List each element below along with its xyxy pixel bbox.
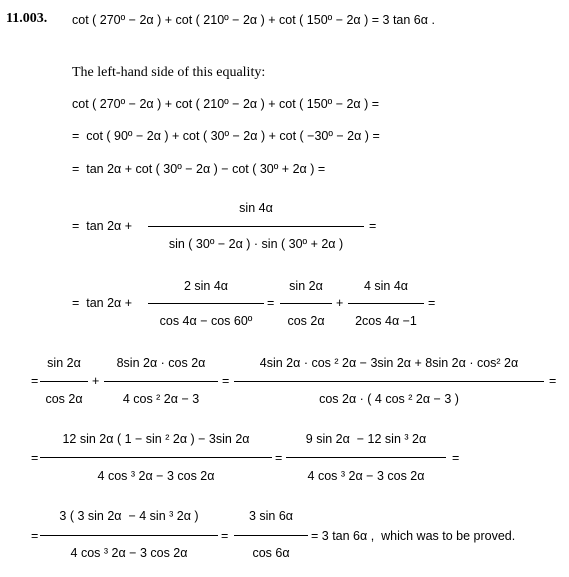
step8-equals-1: = <box>221 529 229 543</box>
problem-number: 11.003. <box>6 11 48 26</box>
step7-fraction2-denominator: 4 cos ³ 2α − 3 cos 2α <box>307 469 425 483</box>
step6-prefix: = <box>31 374 39 388</box>
step6-equals-1: = <box>222 374 230 388</box>
step5-plus: + <box>336 296 344 310</box>
step4-equals: = <box>369 219 377 233</box>
step5-fraction3-denominator: 2cos 4α −1 <box>355 314 417 328</box>
step5-fraction1-denominator: cos 4α − cos 60º <box>159 314 253 328</box>
step8-fraction1-bar <box>40 535 218 536</box>
step4-denominator: sin ( 30º − 2α ) · sin ( 30º + 2α ) <box>168 237 344 251</box>
step5-prefix: = tan 2α + <box>72 296 133 310</box>
step5-equals-2: = <box>428 296 436 310</box>
step6-fraction3-denominator: cos 2α · ( 4 cos ² 2α − 3 ) <box>319 392 459 406</box>
step6-fraction3-bar <box>234 381 544 382</box>
equation-line-1: cot ( 270º − 2α ) + cot ( 210º − 2α ) + cot ( 150º − 2α ) = <box>72 97 380 111</box>
step7-equals-2: = <box>452 451 460 465</box>
step5-fraction2-bar <box>280 303 332 304</box>
step7-equals-1: = <box>275 451 283 465</box>
step6-fraction1-denominator: cos 2α <box>45 392 83 406</box>
step5-fraction2-denominator: cos 2α <box>287 314 325 328</box>
step8-fraction1-numerator: 3 ( 3 sin 2α − 4 sin ³ 2α ) <box>59 509 199 523</box>
step5-equals-1: = <box>267 296 275 310</box>
step5-fraction2-numerator: sin 2α <box>289 279 323 293</box>
step7-fraction1-numerator: 12 sin 2α ( 1 − sin ² 2α ) − 3sin 2α <box>62 432 250 446</box>
step5-fraction1-bar <box>148 303 264 304</box>
step5-fraction3-bar <box>348 303 424 304</box>
step6-fraction1-numerator: sin 2α <box>47 356 81 370</box>
step8-fraction2-denominator: cos 6α <box>252 546 290 560</box>
step6-plus: + <box>92 374 100 388</box>
step6-fraction2-denominator: 4 cos ² 2α − 3 <box>122 392 200 406</box>
step6-fraction1-bar <box>40 381 88 382</box>
problem-statement: cot ( 270º − 2α ) + cot ( 210º − 2α ) + cot ( 150º − 2α ) = 3 tan 6α . <box>72 13 435 27</box>
step4-prefix: = tan 2α + <box>72 219 133 233</box>
step7-prefix: = <box>31 451 39 465</box>
step5-fraction1-numerator: 2 sin 4α <box>183 279 229 293</box>
step8-fraction2-bar <box>234 535 308 536</box>
step7-fraction2-numerator: 9 sin 2α − 12 sin ³ 2α <box>305 432 427 446</box>
equation-line-3: = tan 2α + cot ( 30º − 2α ) − cot ( 30º + 2α ) = <box>72 162 326 176</box>
step6-fraction3-numerator: 4sin 2α · cos ² 2α − 3sin 2α + 8sin 2α · cos² 2α <box>259 356 519 370</box>
step8-fraction2-numerator: 3 sin 6α <box>248 509 294 523</box>
step5-fraction3-numerator: 4 sin 4α <box>363 279 409 293</box>
step6-fraction2-numerator: 8sin 2α · cos 2α <box>116 356 206 370</box>
step8-prefix: = <box>31 529 39 543</box>
step4-fraction-bar <box>148 226 364 227</box>
equation-line-2: = cot ( 90º − 2α ) + cot ( 30º − 2α ) + cot ( −30º − 2α ) = <box>72 129 380 143</box>
solution-intro: The left-hand side of this equality: <box>72 65 266 80</box>
step8-fraction1-denominator: 4 cos ³ 2α − 3 cos 2α <box>70 546 188 560</box>
step7-fraction1-bar <box>40 457 272 458</box>
step6-fraction2-bar <box>104 381 218 382</box>
step8-conclusion: = 3 tan 6α , which was to be proved. <box>311 529 516 543</box>
step6-equals-2: = <box>549 374 557 388</box>
step7-fraction2-bar <box>286 457 446 458</box>
step7-fraction1-denominator: 4 cos ³ 2α − 3 cos 2α <box>97 469 215 483</box>
step4-numerator: sin 4α <box>239 201 273 215</box>
